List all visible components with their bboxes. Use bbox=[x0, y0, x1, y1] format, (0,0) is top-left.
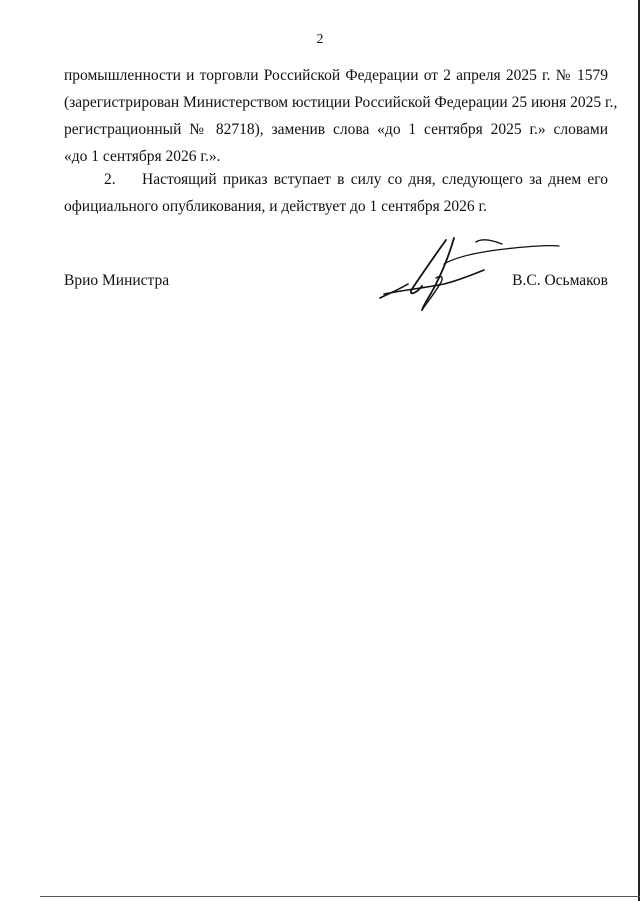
paragraph-effective-date bbox=[64, 166, 608, 220]
signature-block bbox=[64, 270, 608, 330]
paragraph-line-text: Настоящий приказ вступает в силу со дня, следующего за днем его bbox=[142, 171, 608, 188]
scan-edge-bottom bbox=[40, 896, 640, 897]
signatory-position: Врио Министра bbox=[64, 272, 170, 289]
page-number: 2 bbox=[316, 32, 324, 47]
paragraph-amendment bbox=[64, 62, 618, 170]
signatory-name: В.С. Осьмаков bbox=[512, 272, 608, 289]
paragraph-line: официального опубликования, и действует до 1 сентября 2026 г. bbox=[64, 198, 488, 215]
paragraph-line: «до 1 сентября 2026 г.». bbox=[64, 148, 221, 165]
paragraph-line: промышленности и торговли Российской Федерации от 2 апреля 2025 г. № 1579 bbox=[64, 67, 608, 84]
item-number: 2. bbox=[104, 171, 116, 188]
paragraph-line: регистрационный № 82718), заменив слова «до 1 сентября 2025 г.» словами bbox=[64, 121, 608, 138]
paragraph-line: (зарегистрирован Министерством юстиции Российской Федерации 25 июня 2025 г., bbox=[64, 94, 618, 111]
paragraph-line-numbered bbox=[64, 166, 608, 193]
